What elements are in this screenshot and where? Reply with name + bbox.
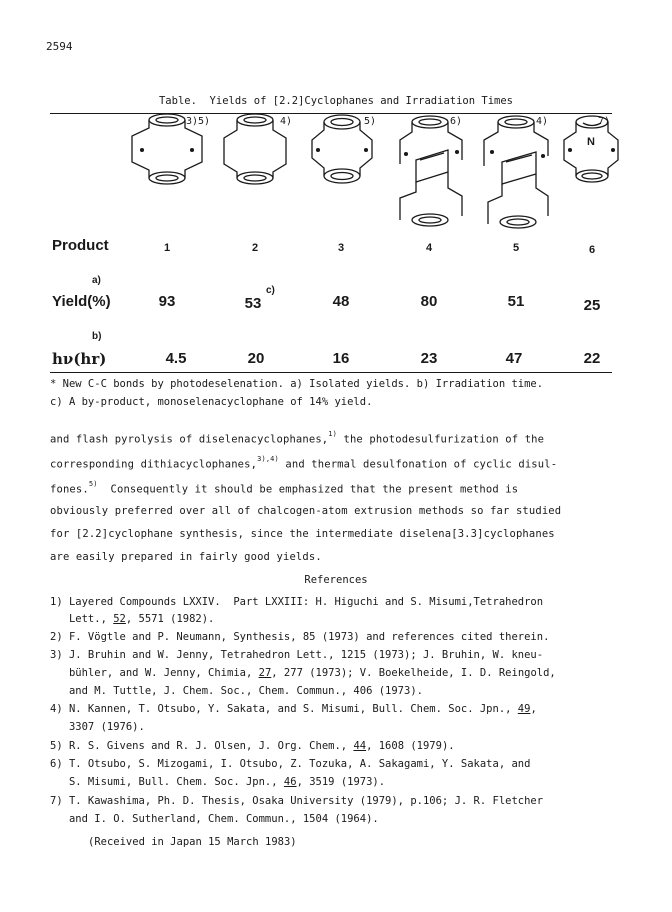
product-6: 6 — [588, 244, 596, 256]
reference-6-line-2: S. Misumi, Bull. Chem. Soc. Jpn., 46, 3519 (1973). — [50, 776, 386, 788]
time-4: 23 — [420, 350, 438, 367]
structure-2-ref: 4) — [280, 116, 293, 127]
structure-3-ref: 5) — [364, 116, 377, 127]
reference-1-line-2: Lett., 52, 5571 (1982). — [50, 613, 215, 625]
page-number: 2594 — [46, 40, 73, 53]
reference-3-line-3: and M. Tuttle, J. Chem. Soc., Chem. Commun., 406 (1973). — [50, 685, 423, 697]
pyridine-nitrogen-label: N — [587, 136, 595, 148]
time-5: 47 — [505, 350, 523, 367]
references-heading: References — [304, 574, 368, 586]
yield-2-footnote-mark: c) — [266, 285, 275, 296]
received-date: (Received in Japan 15 March 1983) — [88, 836, 297, 848]
body-line-1: and flash pyrolysis of diselenacyclophanes,$^{1)}$ the photodesulfurization of the — [50, 430, 545, 446]
table-footnote-2: c) A by-product, monoselenacyclophane of 14% yield. — [50, 396, 373, 408]
product-5: 5 — [512, 242, 520, 254]
hv-row-label: hν(hr) — [52, 350, 107, 368]
structure-1-ref: 3)5) — [186, 116, 211, 127]
body-line-3: fones.$^{5)}$ Consequently it should be emphasized that the present method is — [50, 480, 519, 496]
product-3: 3 — [337, 242, 345, 254]
table-title: Table. Yields of [2.2]Cyclophanes and Irradiation Times — [158, 95, 513, 107]
time-1: 4.5 — [165, 350, 187, 367]
structure-3 — [312, 115, 372, 183]
reference-6-line-1: 6) T. Otsubo, S. Mizogami, I. Otsubo, Z. Tozuka, A. Sakagami, Y. Sakata, and — [50, 758, 531, 770]
time-6: 22 — [583, 350, 601, 367]
yield-2: 53 — [244, 295, 262, 312]
structure-5 — [484, 116, 548, 228]
structure-5-ref: 4) — [536, 116, 549, 127]
body-line-6: are easily prepared in fairly good yields. — [50, 551, 322, 563]
structure-2 — [224, 114, 286, 184]
reference-2: 2) F. Vögtle and P. Neumann, Synthesis, 85 (1973) and references cited therein. — [50, 631, 550, 643]
yield-footnote-mark: a) — [92, 275, 101, 286]
body-line-2: corresponding dithiacyclophanes,$^{3),4)}$ and thermal desulfonation of cyclic disul- — [50, 455, 558, 471]
structure-6 — [564, 116, 618, 182]
structure-1 — [132, 114, 202, 184]
yield-6: 25 — [583, 297, 601, 314]
time-3: 16 — [332, 350, 350, 367]
product-2: 2 — [251, 242, 259, 254]
yield-5: 51 — [507, 293, 525, 310]
yield-4: 80 — [420, 293, 438, 310]
structure-4 — [400, 116, 462, 226]
reference-4-line-2: 3307 (1976). — [50, 721, 145, 733]
reference-3-line-2: bühler, and W. Jenny, Chimia, 27, 277 (1973); V. Boekelheide, I. D. Reingold, — [50, 667, 556, 679]
table-footnote-1: * New C-C bonds by photodeselenation. a) Isolated yields. b) Irradiation time. — [50, 378, 544, 390]
reference-7-line-1: 7) T. Kawashima, Ph. D. Thesis, Osaka University (1979), p.106; J. R. Fletcher — [50, 795, 544, 807]
reference-4-line-1: 4) N. Kannen, T. Otsubo, Y. Sakata, and S. Misumi, Bull. Chem. Soc. Jpn., 49, — [50, 703, 537, 715]
reference-3-line-1: 3) J. Bruhin and W. Jenny, Tetrahedron Lett., 1215 (1973); J. Bruhin, W. kneu- — [50, 649, 544, 661]
reference-7-line-2: and I. O. Sutherland, Chem. Commun., 1504 (1964). — [50, 813, 379, 825]
cyclophane-structures — [50, 112, 620, 232]
product-4: 4 — [425, 242, 433, 254]
structure-6-ref: 7) — [598, 116, 611, 127]
body-line-4: obviously preferred over all of chalcogen-atom extrusion methods so far studied — [50, 505, 562, 517]
hv-footnote-mark: b) — [92, 331, 102, 342]
body-line-5: for [2.2]cyclophane synthesis, since the intermediate diselena[3.3]cyclophanes — [50, 528, 555, 540]
product-1: 1 — [163, 242, 171, 254]
yield-1: 93 — [158, 293, 176, 310]
table-bottom-rule — [50, 372, 612, 373]
reference-5: 5) R. S. Givens and R. J. Olsen, J. Org. Chem., 44, 1608 (1979). — [50, 740, 455, 752]
structure-4-ref: 6) — [450, 116, 463, 127]
reference-1-line-1: 1) Layered Compounds LXXIV. Part LXXIII: H. Higuchi and S. Misumi,Tetrahedron — [50, 596, 544, 608]
yield-3: 48 — [332, 293, 350, 310]
time-2: 20 — [247, 350, 265, 367]
product-row-label: Product — [52, 237, 109, 254]
yield-row-label: Yield(%) — [52, 293, 111, 310]
